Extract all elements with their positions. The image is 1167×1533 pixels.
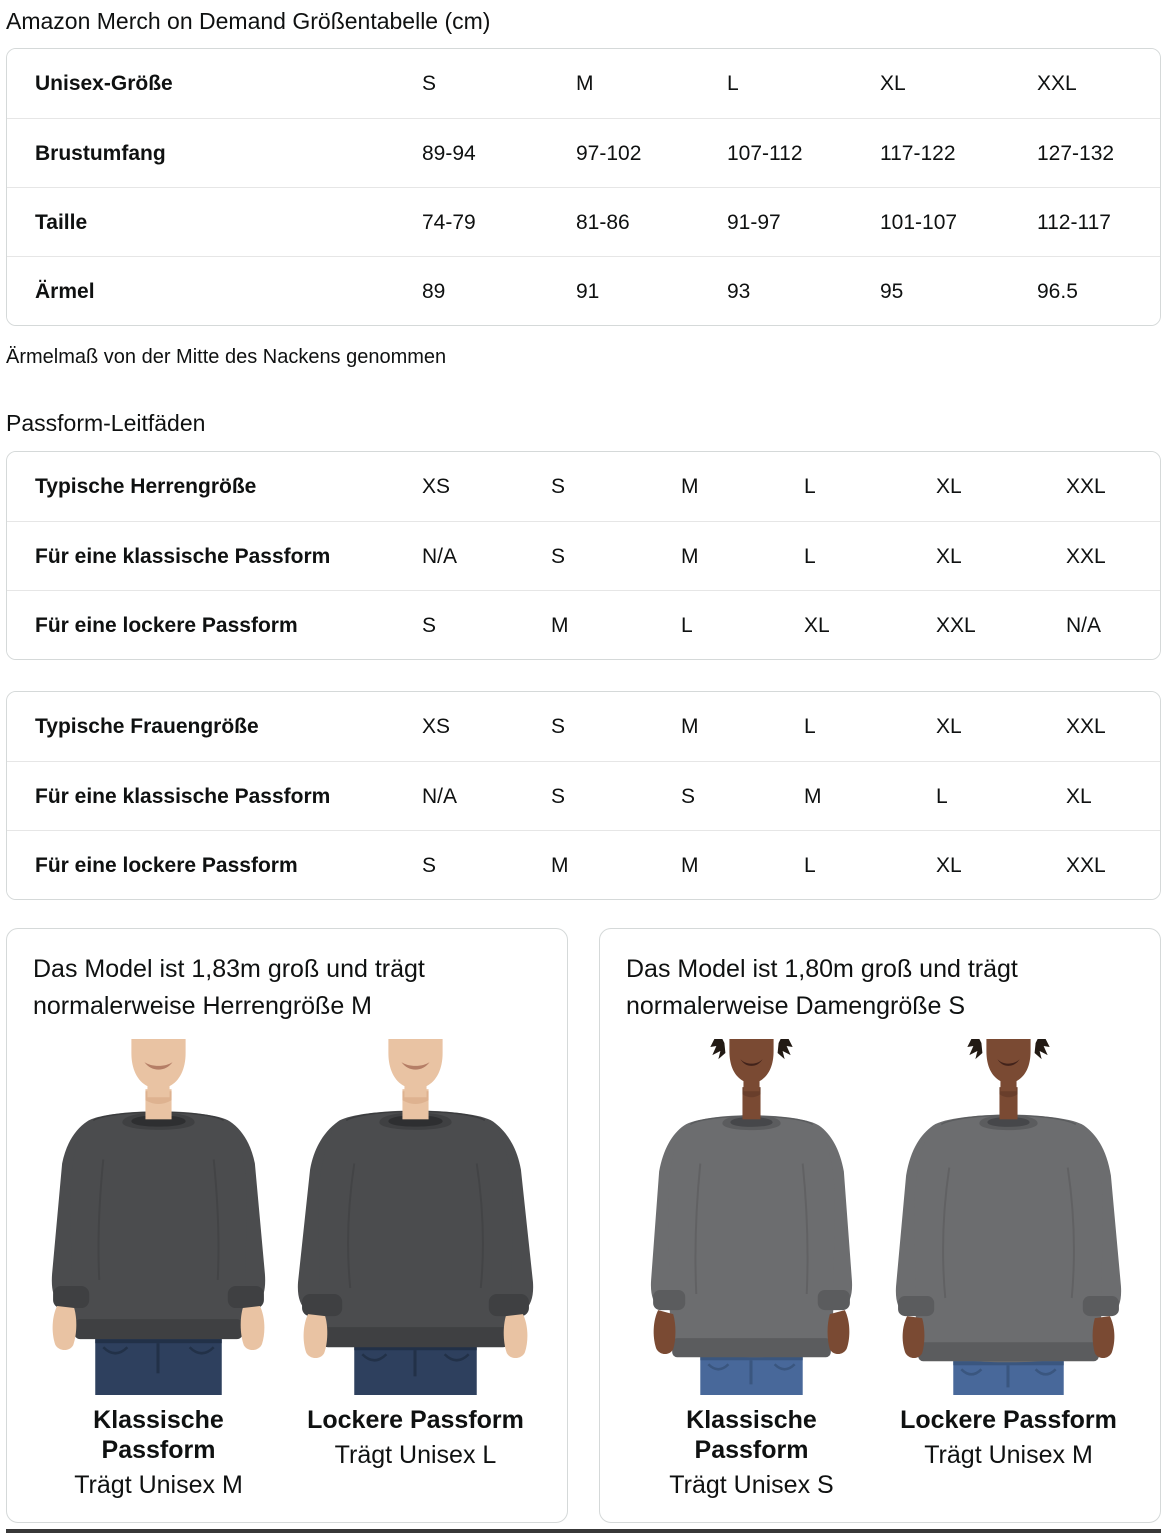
model-sweatshirt	[896, 1115, 1121, 1362]
fit-cell: M	[681, 715, 699, 738]
size-table	[6, 48, 1161, 326]
fit-cell: N/A	[1066, 613, 1102, 637]
row-label: Für eine lockere Passform	[35, 853, 298, 877]
figure-size-caption: Trägt Unisex L	[334, 1441, 497, 1470]
sleeve-measure-note: Ärmelmaß von der Mitte des Nackens genommen	[6, 346, 447, 368]
size-cell: XL	[880, 72, 906, 95]
model-photo-men-loose-fit	[290, 1039, 541, 1395]
table-row	[7, 521, 1160, 590]
row-label: Für eine klassische Passform	[35, 544, 331, 568]
bottom-divider-bar	[6, 1529, 1161, 1533]
fit-cell: M	[551, 853, 569, 877]
fit-cell: XXL	[936, 613, 976, 637]
size-cell: 117-122	[880, 141, 956, 165]
fit-cell: XL	[804, 613, 830, 637]
figure-women-loose	[883, 1039, 1134, 1500]
size-cell: 89	[422, 279, 446, 303]
table-row	[7, 118, 1160, 187]
fit-cell: S	[551, 715, 566, 738]
model-sweatshirt	[651, 1115, 852, 1357]
fit-cell: S	[551, 544, 566, 568]
fit-cell: S	[551, 784, 566, 808]
size-cell: XXL	[1037, 72, 1077, 95]
row-label: Typische Herrengröße	[35, 475, 257, 498]
size-cell: 93	[727, 279, 751, 303]
model-head	[710, 1039, 792, 1119]
fit-cell: L	[804, 853, 816, 877]
size-cell: 101-107	[880, 210, 958, 234]
table-row	[7, 590, 1160, 659]
size-cell: L	[727, 72, 739, 95]
fit-cell: XL	[1066, 784, 1092, 808]
size-cell: S	[422, 72, 437, 95]
size-cell: 89-94	[422, 141, 476, 165]
model-sweatshirt	[298, 1111, 533, 1347]
table-row	[7, 761, 1160, 830]
model-sweatshirt	[52, 1112, 265, 1340]
size-cell: 112-117	[1037, 210, 1111, 234]
figure-men-loose	[290, 1039, 541, 1500]
women-fit-table	[6, 691, 1161, 900]
figure-size-caption: Trägt Unisex M	[74, 1471, 243, 1500]
table-row	[7, 187, 1160, 256]
row-label: Unisex-Größe	[35, 72, 173, 95]
fit-cell: XL	[936, 475, 962, 498]
fit-cell: L	[681, 613, 693, 637]
fit-cell: N/A	[422, 544, 458, 568]
model-description: Das Model ist 1,80m groß und trägt normalerweise Damengröße S	[626, 955, 1018, 1020]
fit-cell: N/A	[422, 784, 458, 808]
table-row	[7, 452, 1160, 521]
size-cell: 74-79	[422, 210, 476, 234]
model-card-men	[6, 928, 568, 1523]
table-row	[7, 256, 1160, 325]
fit-cell: XXL	[1066, 715, 1106, 738]
figure-fit-caption: Lockere Passform	[900, 1406, 1117, 1435]
model-cards-row	[6, 928, 1161, 1523]
figure-size-caption: Trägt Unisex M	[924, 1441, 1093, 1470]
fit-cell: S	[681, 784, 696, 808]
size-cell: M	[576, 72, 594, 95]
fit-cell: XXL	[1066, 475, 1106, 498]
fit-cell: S	[422, 613, 437, 637]
size-cell: 96.5	[1037, 279, 1078, 303]
fit-cell: XL	[936, 853, 962, 877]
figure-size-caption: Trägt Unisex S	[669, 1471, 834, 1500]
fit-cell: M	[804, 784, 822, 808]
fit-cell: M	[681, 544, 699, 568]
row-label: Taille	[35, 210, 88, 234]
fit-cell: L	[936, 784, 948, 808]
table-row	[7, 49, 1160, 118]
size-cell: 95	[880, 279, 904, 303]
fit-cell: XS	[422, 715, 451, 738]
figure-fit-caption: Klassische Passform	[686, 1406, 817, 1465]
fit-cell: L	[804, 475, 816, 498]
model-figures	[626, 1039, 1134, 1500]
fit-cell: L	[804, 544, 816, 568]
fit-cell: XL	[936, 544, 962, 568]
row-label: Typische Frauengröße	[35, 715, 259, 738]
model-jeans	[354, 1340, 476, 1395]
figure-men-classic	[33, 1039, 284, 1500]
figure-fit-caption: Lockere Passform	[307, 1406, 524, 1435]
row-label: Für eine klassische Passform	[35, 784, 331, 808]
fit-cell: S	[551, 475, 566, 498]
figure-fit-caption: Klassische Passform	[93, 1406, 224, 1465]
fit-cell: M	[681, 853, 699, 877]
model-photo-women-loose-fit	[883, 1039, 1134, 1395]
men-fit-table	[6, 451, 1161, 660]
row-label: Ärmel	[35, 279, 95, 303]
size-cell: 107-112	[727, 141, 803, 165]
fit-cell: S	[422, 853, 437, 877]
model-card-women	[599, 928, 1161, 1523]
fit-cell: M	[551, 613, 569, 637]
table-row	[7, 830, 1160, 899]
model-photo-men-classic-fit	[33, 1039, 284, 1395]
model-photo-women-classic-fit	[626, 1039, 877, 1395]
fit-guides-heading: Passform-Leitfäden	[6, 410, 206, 436]
fit-cell: L	[804, 715, 816, 738]
size-cell: 97-102	[576, 141, 642, 165]
row-label: Brustumfang	[35, 141, 166, 165]
page-title: Amazon Merch on Demand Größentabelle (cm)	[6, 8, 491, 34]
model-head	[131, 1039, 185, 1119]
fit-cell: XXL	[1066, 544, 1106, 568]
model-description: Das Model ist 1,83m groß und trägt normalerweise Herrengröße M	[33, 955, 425, 1020]
size-cell: 91	[576, 279, 600, 303]
model-jeans	[95, 1332, 221, 1395]
figure-women-classic	[626, 1039, 877, 1500]
size-cell: 91-97	[727, 210, 781, 234]
fit-cell: M	[681, 475, 699, 498]
size-cell: 81-86	[576, 210, 630, 234]
row-label: Für eine lockere Passform	[35, 613, 298, 637]
size-cell: 127-132	[1037, 141, 1115, 165]
fit-cell: XS	[422, 475, 451, 498]
model-head	[388, 1039, 442, 1119]
table-row	[7, 692, 1160, 761]
fit-cell: XXL	[1066, 853, 1106, 877]
model-head	[967, 1039, 1049, 1119]
fit-cell: XL	[936, 715, 962, 738]
model-figures	[33, 1039, 541, 1500]
